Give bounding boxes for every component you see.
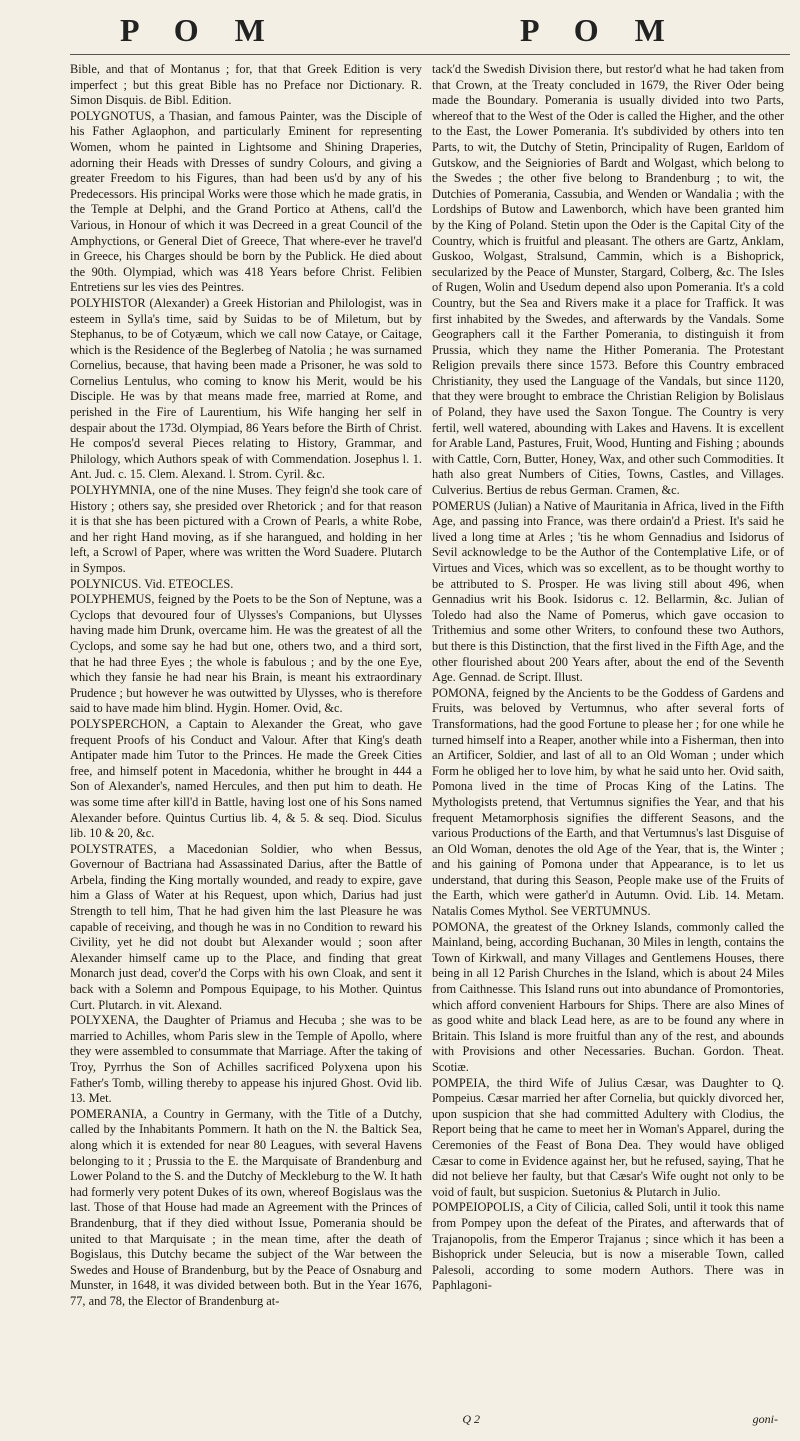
catchword: goni- (752, 1412, 778, 1426)
entry-pomona-orkney: POMONA, the greatest of the Orkney Islands, commonly called the Mainland, being, according Buchanan, 30 Miles in length, contains the Town of Kirkwall, and many Villages and Gentlemens Houses, there being in all 12 Parish Churches in the Island, which is about 24 Miles from Caithnesse. This Island runs out into abundance of Promontories, which afford convenient Harbours for Ships. There are also Mines of as good white and black Lead here, as are to be found any where in Britain. This Island is more fruitful than any of the rest, and abounds with Provisions and other Necessaries. Buchan. Gordon. Theat. Scotiæ. (432, 919, 784, 1074)
entry-pomerania: POMERANIA, a Country in Germany, with the Title of a Dutchy, called by the Inhabitants Pommern. It hath on the N. the Baltick Sea, along which it is extended for near 80 Leagues, with several Havens belonging to it ; Prussia to the E. the Marquisate of Brandenburg and Lower Poland to the S. and the Dutchy of Meckleburg to the W. It hath had formerly very potent Dukes of its own, whereof Bogislaus was the last. Those of that House had made an Agreement with the Princes of Brandenburg, that if they died without Issue, Pomerania should be united to that Marquisate ; in the mean time, after the death of Bogislaus, this Dutchy became the subject of the War between the Swedes and House of Brandenburg, but by the Peace of Osnaburg and Munster, in 1648, it was divided between both. But in the Year 1676, 77, and 78, the Elector of Brandenburg at- (70, 1106, 422, 1308)
entry-polystrates: POLYSTRATES, a Macedonian Soldier, who when Bessus, Governour of Bactriana had Assassinated Darius, after the Battle of Arbela, finding the King mortally wounded, and ready to expire, gave him a Glass of Water at his Request, upon which, Darius had just Strength to tell him, That he had given him the last Pleasure he was capable of receiving, and though he was in no Condition to reward his Civility, yet he did not doubt but Alexander would ; soon after Alexander himself came up to the Place, and finding that great Monarch just dead, cover'd the Corps with his own Cloak, and sent it back with a Solemn and Pompous Equipage, to his Mother. Quintus Curt. Plutarch. in vit. Alexand. (70, 841, 422, 1012)
entry-polysperchon: POLYSPERCHON, a Captain to Alexander the Great, who gave frequent Proofs of his Conduct and Valour. After that King's death Antipater made him Tutor to the Princes. He made the Greek Cities free, and himself potent in Macedonia, whither he brought in 444 a Son of Alexander's, named Hercules, and then put him to death. He was some time after kill'd in Battle, having lost one of his Sons named Alexander before. Quintus Curtius lib. 4, & 5. & seq. Diod. Siculus lib. 10 & 20, &c. (70, 716, 422, 841)
entry-pomerus: POMERUS (Julian) a Native of Mauritania in Africa, lived in the Fifth Age, and passing into France, was there ordain'd a Priest. It's said he lived a long time at Arles ; 'tis he whom Gennadius and Isidorus of Sevil acknowledge to be the Author of the Contemplative Life, or of Virtues and Vices, which was so excellent, as to be thought worthy to be attributed to S. Prosper. He was living still about 496, when Gennadius writ his Book. Isidorus c. 12. Bellarmin, &c. Julian of Toledo had also the Name of Pomerus, which gave occasion to Trithemius and some other Writers, to confound these two Authors, but there is this Distinction, that the first lived in the Fifth Age, and the other flourished about 200 Years after, about the end of the Seventh Age. Gennad. de Script. Illust. (432, 498, 784, 685)
entry-polyxena: POLYXENA, the Daughter of Priamus and Hecuba ; she was to be married to Achilles, whom Paris slew in the Temple of Apollo, where they were assembled to consummate that Marriage. After the taking of Troy, Pyrrhus the Son of Achilles sacrificed Polyxena upon his Father's Tomb, willing thereby to appease his injured Ghost. Ovid lib. 13. Met. (70, 1013, 422, 1106)
entry-polygnotus: POLYGNOTUS, a Thasian, and famous Painter, was the Disciple of his Father Aglaophon, and particularly Eminent for representing Women, whom he painted in Lightsome and Shining Draperies, adorning their Heads with Dresses of sundry Colours, and giving a greater Freedom to his Figures, than had been us'd by any of his Predecessors. His principal Works were those which he made gratis, in the Temple at Delphi, and the Grand Portico at Athens, call'd the Various, in Honour of which it was Decreed in a great Council of the Amphyctions, or General Diet of Greece, That where-ever he travel'd in Greece, his Charges should be born by the Publick. He died about the 90th. Olympiad, which was 418 Years before Christ. Felibien Entretiens sur les vies des Peintres. (70, 108, 422, 295)
entry-polynicus: POLYNICUS. Vid. ETEOCLES. (70, 576, 234, 591)
entry-polyhymnia: POLYHYMNIA, one of the nine Muses. They feign'd she took care of History ; others say, she presided over Rhetorick ; and for that reason it is that she has been pictured with a Crown of Pearls, a white Robe, and her right Hand moving, as if she harangued, and holding in her left, a Scrowl of Paper, where was written the Word Suadere. Plutarch in Sympos. (70, 483, 422, 575)
running-head-right: P O M (520, 12, 679, 48)
entry-pomerania-continued: tack'd the Swedish Division there, but restor'd what he had taken from that Crown, at the Treaty concluded in 1679, the River Oder being made the Boundary. Pomerania is usually divided into two Parts, whereof that to the West of the Oder is called the Higher, and the other to the East, the Lower Pomerania. It's subdivided by others into ten Parts, to wit, the Dutchy of Stetin, Principality of Rugen, Earldom of Gutskow, and the Seigniories of Bardt and Wolgast, which belong to the Swedes ; the other five belong to Brandenburg ; to wit, the Dutchies of Pomerania, Cassubia, and Wenden or Wandalia ; with the Lordships of Butow and Lawenborch, which have been granted him by the King of Poland. Stetin upon the Oder is the Capital City of the Country, which is fruitful and pleasant. The others are Gartz, Anklam, Guskoo, Wolgast, Stralsund, Cammin, which is a Bishoprick, secularized by the Peace of Munster, Stargard, Colberg, &c. The Isles of Rugen, Wolin and Usedum depend also upon Pomerania. It's a cold Country, but the Sea and Rivers make it a place for Traffick. It was first inhabited by the Swedes, and afterwards by the Vandals. Some Geographers call it the Farther Pomerania, to distinguish it from Prussia, which they name the Hither Pomerania. The Protestant Religion prevails there since 1573. Before this Country embraced Christianity, they used the Language of the Vandals, but since 1120, that they were brought to embrace the Christian Religion by Bolislaus of Poland, they have used the Saxon Tongue. The Country is very fertil, well watered, abounding with Lakes and Havens. It is excellent for Arable Land, Pastures, Fruit, Wood, Hunting and Fishing ; abounds with Cattle, Corn, Butter, Honey, Wax, and other such Commodities. It hath also great Numbers of Cities, Towns, Castles, and Villages. Culverius. Bertius de rebus German. Cramen, &c. (432, 62, 784, 498)
right-column (432, 62, 784, 1421)
entry-bible-tail: Bible, and that of Montanus ; for, that that Greek Edition is very imperfect ; but this great Bible has no Preface nor Dictionary. R. Simon Disquis. de Bibl. Edition. (70, 62, 422, 108)
header-rule (70, 54, 790, 55)
entry-pompeia: POMPEIA, the third Wife of Julius Cæsar, was Daughter to Q. Pompeius. Cæsar married her after Cornelia, but quickly divorced her, upon suspicion that she had committed Adultery with Clodius, the Report being that he came to meet her in Woman's Apparel, during the Ceremonies of the Feast of Bona Dea. They would have obliged Cæsar to come in Evidence against her, but he refused, saying, That he did not believe her faulty, but that Cæsar's Wife ought not only to be void of fault, but suspicion. Suetonius & Plutarch in Julio. (432, 1075, 784, 1199)
entry-pomona-goddess: POMONA, feigned by the Ancients to be the Goddess of Gardens and Fruits, was beloved by Vertumnus, who after several forts of Transformations, had the good Fortune to please her ; for one while he turned himself into a Reaper, another while into a Fisherman, then into an Artificer, Soldier, and last of all to an Old Woman ; under which Form he obliged her to love him, by what he said unto her. Ovid saith, Pomona lived in the time of Procas King of the Latins. The Mythologists pretend, that Vertumnus signifies the Year, and that his frequent Metamorphosis signifies the different Seasons, and the various Productions of the Earth, and that Vertumnus's last Disguise of an Old Woman, denotes the old Age of the Year, that is, the Winter ; and his gaining of Pomona under that Appearance, is to let us understand, that during this Season, People make use of the Fruits of the Earth, which were gather'd in Autumn. Ovid. Lib. 14. Metam. Natalis Comes Mythol. See VERTUMNUS. (432, 685, 784, 919)
entry-polyhistor: POLYHISTOR (Alexander) a Greek Historian and Philologist, was in esteem in Sylla's time, said by Suidas to be of Miletum, but by Stephanus, to be of Cotyæum, which we call now Cataye, or Caitage, which is the Residence of the Beglerbeg of Natolia ; he was surnamed Cornelius, because, that having been made a Prisoner, he was sold to Cornelius Lentulus, who coming to know his Merit, would be his Disciple. He was by that means made free, married at Rome, and perished in the Fire of Laurentium, his Wife hanging her self in despair about the 173d. Olympiad, 86 Years before the Birth of Christ. He compos'd several Pieces relating to History, Grammar, and Philology, which Authors speak of with Commendation. Josephus l. 1. Ant. Jud. c. 15. Clem. Alexand. l. Strom. Cyril. &c. (70, 295, 422, 482)
entry-polyphemus: POLYPHEMUS, feigned by the Poets to be the Son of Neptune, was a Cyclops that devoured four of Ulysses's Companions, but Ulysses having made him Drunk, overcame him. He was the greatest of all the Cyclops, and some say he had but one, others two, and a third sort, that he had three Eyes ; the whole is fabulous ; and by the one Eye, which they fansie he had near his Brain, is meant his extraordinary Prudence ; but however he was outwitted by Ulysses, who is therefore said to have made him blind. Hygin. Homer. Ovid, &c. (70, 592, 422, 716)
running-head-left: P O M (120, 12, 279, 48)
signature-mark: Q 2 (462, 1412, 480, 1426)
entry-pompeiopolis: POMPEIOPOLIS, a City of Cilicia, called Soli, until it took this name from Pompey upon the defeat of the Pirates, and afterwards that of Trajanopolis, from the Emperor Trajanus ; since which it has been a Bishoprick under Seleucia, but is now a miserable Town, called Palesoli, according to some modern Authors. There was in Paphlagoni- (432, 1200, 784, 1293)
left-column (70, 62, 422, 1421)
